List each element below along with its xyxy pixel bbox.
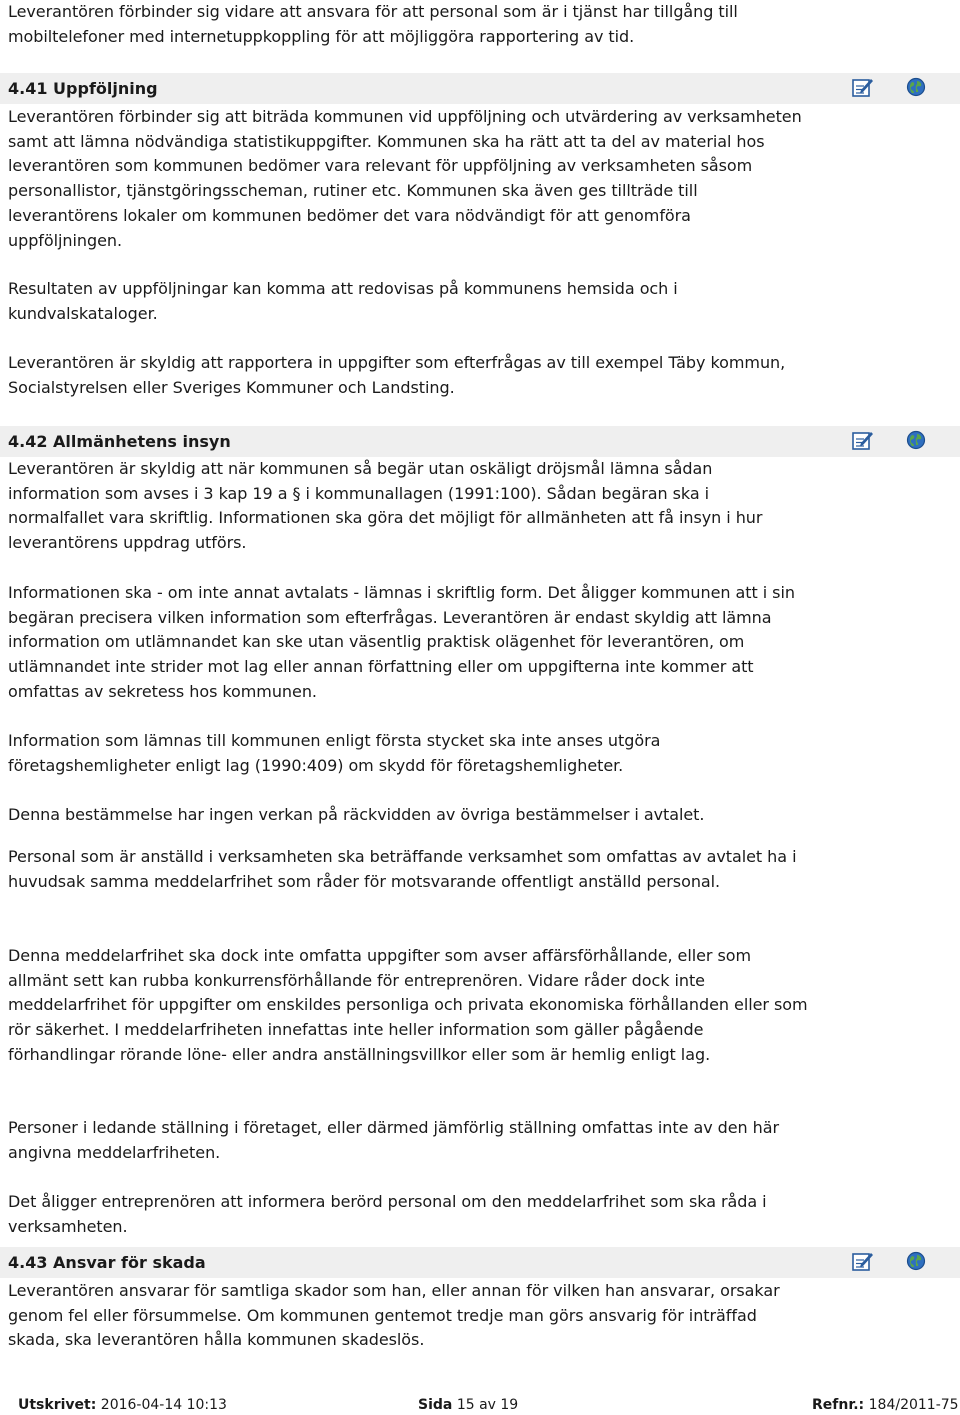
paragraph: Denna meddelarfrihet ska dock inte omfatta uppgifter som avser affärsförhållande, eller som allmänt sett kan rubba konkurrensförhållande för entreprenören. Vidare råder dock inte meddelarfrihet för uppgifter om enskildes personliga och privata ekonomiska förhållanden eller som rör säkerhet. I meddelarfriheten innefattas inte heller information som gäller pågående förhandlingar rörande löne- eller andra anställningsvillkor eller som är hemlig enligt lag. (8, 946, 808, 1064)
ref-value: 184/2011-75 (868, 1397, 959, 1413)
edit-icon[interactable] (852, 429, 874, 451)
section-heading-allmanhetens-insyn (0, 426, 960, 457)
paragraph: Resultaten av uppföljningar kan komma att redovisas på kommunens hemsida och i kundvalskataloger. (8, 279, 678, 323)
edit-icon[interactable] (852, 1250, 874, 1272)
paragraph: Leverantören är skyldig att när kommunen så begär utan oskäligt dröjsmål lämna sådan information som avses i 3 kap 19 a § i kommunallagen (1991:100). Sådan begäran ska i normalfallet vara skriftlig. Informationen ska göra det möjligt för allmänheten att få insyn i hur leverantörens uppdrag utförs. (8, 459, 763, 553)
intro-paragraph: Leverantören förbinder sig vidare att ansvara för att personal som är i tjänst har tillgång till mobiltelefoner med internetuppkoppling för att möjliggöra rapportering av tid. (8, 2, 738, 46)
paragraph: Information som lämnas till kommunen enligt första stycket ska inte anses utgöra företagshemligheter enligt lag (1990:409) om skydd för företagshemligheter. (8, 731, 661, 775)
reference-number (812, 1395, 959, 1415)
section-title: 4.41 Uppföljning (8, 79, 158, 98)
printed-value: 2016-04-14 10:13 (100, 1397, 227, 1413)
printed-label: Utskrivet: (18, 1397, 97, 1413)
paragraph: Informationen ska - om inte annat avtalats - lämnas i skriftlig form. Det åligger kommunen att i sin begäran precisera vilken information som efterfrågas. Leverantören är endast skyldig att lämna information om utlämnandet kan ske utan väsentlig praktisk olägenhet för leverantören, om utlämnandet inte strider mot lag eller annan författning eller om uppgifterna inte kommer att omfattas av sekretess hos kommunen. (8, 583, 795, 701)
section-heading-uppfoljning (0, 73, 960, 104)
paragraph: Det åligger entreprenören att informera berörd personal om den meddelarfrihet som ska råda i verksamheten. (8, 1192, 767, 1236)
section-title: 4.42 Allmänhetens insyn (8, 432, 231, 451)
edit-icon[interactable] (852, 76, 874, 98)
page-value: 15 av 19 (456, 1397, 519, 1413)
paragraph: Leverantören är skyldig att rapportera in uppgifter som efterfrågas av till exempel Täby kommun, Socialstyrelsen eller Sveriges Kommuner och Landsting. (8, 353, 786, 397)
paragraph: Leverantören ansvarar för samtliga skador som han, eller annan för vilken han ansvarar, orsakar genom fel eller försummelse. Om kommunen gentemot tredje man görs ansvarig för inträffad skada, ska leverantören hålla kommunen skadeslös. (8, 1281, 780, 1350)
paragraph: Personer i ledande ställning i företaget, eller därmed jämförlig ställning omfattas inte av den här angivna meddelarfriheten. (8, 1118, 780, 1162)
paragraph: Personal som är anställd i verksamheten ska beträffande verksamhet som omfattas av avtalet ha i huvudsak samma meddelarfrihet som råder för motsvarande offentligt anställd personal. (8, 847, 797, 891)
page-label: Sida (418, 1397, 453, 1413)
section-heading-ansvar-for-skada (0, 1247, 960, 1278)
globe-icon[interactable] (906, 430, 926, 450)
paragraph: Denna bestämmelse har ingen verkan på räckvidden av övriga bestämmelser i avtalet. (8, 805, 705, 824)
globe-icon[interactable] (906, 77, 926, 97)
ref-label: Refnr.: (812, 1397, 865, 1413)
section-title: 4.43 Ansvar för skada (8, 1253, 206, 1272)
page-footer (0, 1395, 960, 1415)
globe-icon[interactable] (906, 1251, 926, 1271)
printed-date (18, 1395, 227, 1415)
paragraph: Leverantören förbinder sig att biträda kommunen vid uppföljning och utvärdering av verksamheten samt att lämna nödvändiga statistikuppgifter. Kommunen ska ha rätt att ta del av material hos leverantören som kommunen bedömer vara relevant för uppföljning av verksamheten såsom personallistor, tjänstgöringsscheman, rutiner etc. Kommunen ska även ges tillträde till leverantörens lokaler om kommunen bedömer det vara nödvändigt för att genomföra uppföljningen. (8, 107, 802, 250)
page-number (418, 1395, 518, 1415)
